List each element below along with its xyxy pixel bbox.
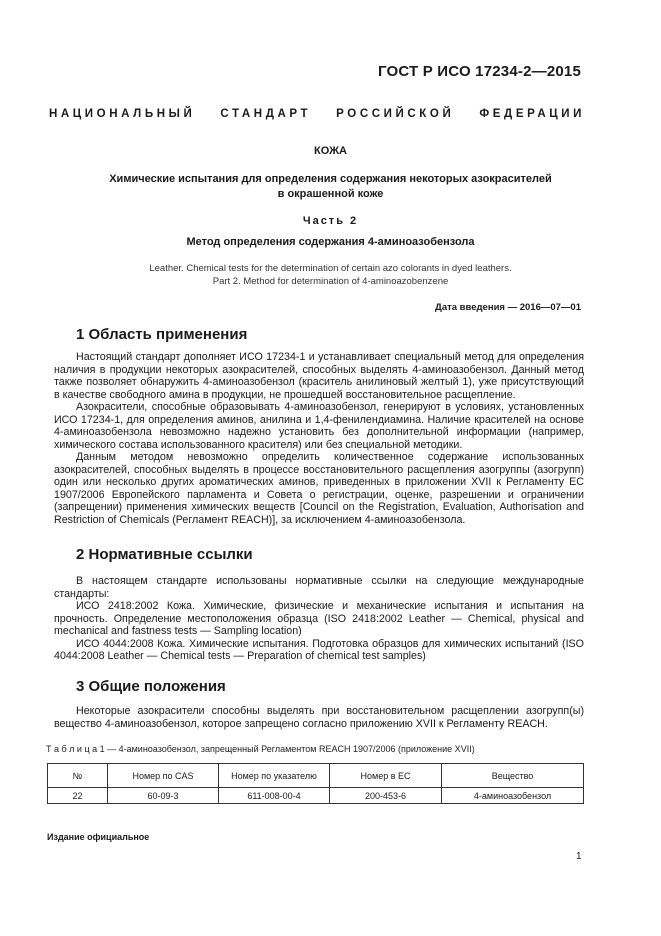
table-header-row [48, 764, 584, 788]
section-1-heading: 1 Область применения [76, 326, 248, 343]
table-header-cell: Вещество [442, 764, 584, 788]
section-2-body [54, 575, 584, 663]
section-2-heading: 2 Нормативные ссылки [76, 546, 253, 563]
section-3-paragraph: Некоторые азокрасители способны выделять при восстановительном расщеплении азогрупп(ы) вещество 4-аминоазобензол, которое запрещено согласно приложению XVII к Регламенту REACH. [54, 705, 584, 730]
page-number: 1 [576, 851, 582, 862]
table-cell: 611-008-00-4 [219, 788, 330, 804]
national-standard-banner: НАЦИОНАЛЬНЫЙ СТАНДАРТ РОССИЙСКОЙ ФЕДЕРАЦИИ [49, 108, 585, 120]
subject-title: КОЖА [313, 145, 347, 157]
table-header-cell: № [48, 764, 108, 788]
table-caption: Т а б л и ц а 1 — 4-аминоазобензол, запрещенный Регламентом REACH 1907/2006 (приложение XVII) [46, 744, 475, 754]
introduction-date: Дата введения — 2016—07—01 [435, 302, 581, 313]
document-title [0, 172, 661, 202]
title-line-2: в окрашенной коже [277, 188, 384, 200]
table-cell: 4-аминоазобензол [442, 788, 584, 804]
section-2-paragraph: В настоящем стандарте использованы нормативные ссылки на следующие международные стандарты: [54, 575, 584, 600]
edition-label: Издание официальное [47, 832, 150, 842]
substances-table [47, 763, 584, 804]
table-header-cell: Номер по CAS [108, 764, 219, 788]
english-title-line-1: Leather. Chemical tests for the determination of certain azo colorants in dyed leathers. [149, 263, 512, 274]
section-1-paragraph: Настоящий стандарт дополняет ИСО 17234-1 и устанавливает специальный метод для определения наличия в продукции некоторых азокрасителей, способных выделять 4-аминоазобензол. Данный метод также позволяет обнаружить 4-аминоазобензол (краситель анилиновый желтый 1), уже присутствующий в качестве свободного амина в продукции, не прошедшей восстановительное расщепление. [54, 351, 584, 401]
section-1-paragraph: Азокрасители, способные образовывать 4-аминоазобензол, генерируют в условиях, установленных ИСО 17234-1, для определения аминов, анилина и 1,4-фенилендиамина. Наличие красителей на основе 4-аминоазобензола невозможно надежно установить без дополнительной информации (например, химического состава использованного красителя) или без специальной методики. [54, 401, 584, 451]
standard-id: ГОСТ Р ИСО 17234-2—2015 [377, 63, 581, 80]
table-header-cell: Номер в ЕС [330, 764, 442, 788]
table-cell: 22 [48, 788, 108, 804]
table-row [48, 788, 584, 804]
english-title [0, 263, 661, 288]
part-label: Часть 2 [302, 215, 359, 227]
english-title-line-2: Part 2. Method for determination of 4-aminoazobenzene [212, 275, 449, 287]
title-line-1: Химические испытания для определения содержания некоторых азокрасителей [109, 173, 552, 185]
section-1-body [54, 351, 584, 526]
section-2-paragraph: ИСО 4044:2008 Кожа. Химические испытания. Подготовка образцов для химических испытаний (ISO 4044:2008 Leather — Chemical tests — Preparation of chemical test samples) [54, 637, 584, 662]
table-cell: 60-09-3 [108, 788, 219, 804]
section-2-paragraph: ИСО 2418:2002 Кожа. Химические, физические и механические испытания и испытания на прочность. Определение местоположения образца (ISO 2418:2002 Leather — Chemical, physical and mechanical and fastness tests — Sampling location) [54, 600, 584, 637]
section-3-body [54, 705, 584, 730]
section-1-paragraph: Данным методом невозможно определить количественное содержание использованных азокрасителей, способных выделять в процессе восстановительного расщепления азогруппы (азогрупп) один или несколько других ароматических аминов, приведенных в приложении XVII к Регламенту ЕС 1907/2006 Европейского парламента и Совета о регистрации, оценке, разрешении и ограничении (запрещении) применения химических веществ [Council on the Registration, Evaluation, Authorisation and Restriction of Chemicals (Регламент REACH)], за исключением 4-аминоазобензола. [54, 451, 584, 526]
section-3-heading: 3 Общие положения [76, 678, 226, 695]
method-title: Метод определения содержания 4-аминоазобензола [186, 236, 475, 248]
table-cell: 200-453-6 [330, 788, 442, 804]
table-header-cell: Номер по указателю [219, 764, 330, 788]
